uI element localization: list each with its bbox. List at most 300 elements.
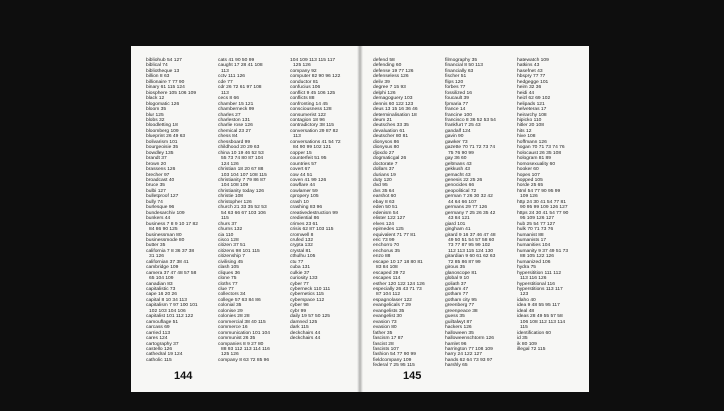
index-entry: harshly 65 xyxy=(445,363,468,369)
index-entry: fossilized 16 xyxy=(445,90,472,96)
index-entry: citizens 98 101 115 xyxy=(218,248,260,254)
index-entry: elves 124 xyxy=(373,221,394,227)
index-entry: chamber 15 121 xyxy=(218,101,254,107)
index-entry: crimes 23 61 xyxy=(290,221,318,227)
left-page-column-3 xyxy=(290,58,342,342)
index-entry: billion 8 63 xyxy=(146,74,170,80)
index-entry: cyberspace 112 xyxy=(290,297,325,303)
left-page-number: 144 xyxy=(174,370,193,382)
index-entry: heizl 62 69 102 xyxy=(517,96,551,102)
index-entry: colonial 35 xyxy=(218,303,242,309)
index-entry: duty 120 xyxy=(373,177,392,183)
index-entry: cctv 111 126 xyxy=(218,74,246,80)
index-entry: germans 29 77 126 xyxy=(445,205,488,211)
index-entry: guiltalwyt 87 xyxy=(445,319,472,325)
index-entry: enchorro 70 xyxy=(373,243,400,249)
index-entry: burlesque 96 xyxy=(146,205,175,211)
index-entry: idaho 40 xyxy=(517,297,536,303)
index-entry: cuba 131 xyxy=(290,265,311,271)
index-entry: especially 26 43 71 73 87 104 112 xyxy=(373,287,422,298)
index-entry: copper 15 xyxy=(290,150,312,156)
index-entry: contagion 18 96 xyxy=(290,117,325,123)
index-entry: hologram 81 89 xyxy=(517,156,551,162)
index-entry: christopher 126 xyxy=(218,199,252,205)
index-entry: deutsches 33 35 xyxy=(373,123,409,129)
index-entry: hatkins 43 xyxy=(517,63,540,69)
index-entry: gekkush 43 xyxy=(445,167,471,173)
index-entry: france 14 xyxy=(445,107,466,113)
index-entry: espagnolaser 122 xyxy=(373,297,412,303)
index-entry: bloomberg 109 xyxy=(146,128,179,134)
index-entry: cowflare 44 xyxy=(290,183,316,189)
index-entry: ctu 77 xyxy=(290,259,304,265)
index-entry: helipads 121 xyxy=(517,101,545,107)
index-entry: genocides 66 xyxy=(445,183,475,189)
index-entry: helveteras 17 xyxy=(517,107,547,113)
index-entry: hopped 105 xyxy=(517,177,543,183)
index-entry: humanists 17 xyxy=(517,237,547,243)
index-entry: forbes 77 xyxy=(445,85,466,91)
index-entry: brandt 37 xyxy=(146,156,167,162)
index-entry: greenpeace 38 xyxy=(445,308,478,314)
index-entry: binary 61 115 124 xyxy=(146,85,185,91)
index-entry: defenseless 126 xyxy=(373,74,409,80)
index-entry: deckchairs 44 xyxy=(290,336,321,342)
index-entry: halloweenschtorm 126 xyxy=(445,336,494,342)
index-entry: brecher 97 xyxy=(146,172,170,178)
index-entry: clue 77 xyxy=(218,287,234,293)
index-entry: collectors 34 xyxy=(218,292,246,298)
index-entry: brassens 126 xyxy=(146,167,176,173)
index-entry: cares 124 xyxy=(146,336,168,342)
index-entry: hooker 60 xyxy=(517,167,539,173)
index-entry: chess 84 xyxy=(218,134,238,140)
index-entry: confucius 106 xyxy=(290,85,321,91)
index-entry: clash 105 xyxy=(218,265,239,271)
index-entry: guess 35 xyxy=(445,314,465,320)
index-entry: geltmans 43 xyxy=(445,161,472,167)
index-entry: earshot 60 xyxy=(373,194,397,200)
index-entry: coven 41 99 126 xyxy=(290,177,327,183)
index-entry: business 7 8 9 10 17 82 84 86 90 125 xyxy=(146,221,198,233)
index-entry: crypta 132 xyxy=(290,243,313,249)
index-entry: capitalistic 73 xyxy=(146,287,176,293)
index-entry: bully 74 xyxy=(146,199,163,205)
index-entry: crediential 86 xyxy=(290,216,320,222)
index-entry: capitalism 7 97 100 101 102 103 104 106 xyxy=(146,303,198,314)
index-entry: cybernetics 115 xyxy=(290,292,324,298)
index-entry: hipicko 110 xyxy=(517,117,542,123)
right-page xyxy=(360,46,589,392)
index-entry: http 24 30 41 54 77 81 90 95 99 109 126 127 xyxy=(517,199,568,211)
index-entry: idea 9 48 55 95 117 xyxy=(517,303,560,309)
index-entry: 104 109 113 115 117 125 126 xyxy=(290,58,336,69)
index-entry: chamberneck 99 xyxy=(218,107,255,113)
index-entry: black 12 xyxy=(146,96,165,102)
index-entry: gawker 73 xyxy=(445,139,468,145)
index-entry: communist 26 35 xyxy=(218,336,256,342)
index-entry: filmography 35 xyxy=(445,58,478,63)
index-entry: chemical 23 27 xyxy=(218,128,251,134)
index-entry: illegal 72 115 xyxy=(517,347,546,353)
right-page-column-3 xyxy=(517,58,569,352)
index-entry: canadian 83 xyxy=(146,281,173,287)
index-entry: dollars 37 xyxy=(373,167,395,173)
index-entry: crisis 62 87 103 115 xyxy=(290,227,334,233)
index-entry: billionaire 7 77 90 xyxy=(146,79,185,85)
index-entry: evangelist 30 xyxy=(373,314,402,320)
index-entry: biblical 74 xyxy=(146,63,168,69)
index-entry: harry 24 122 127 xyxy=(445,352,482,358)
index-entry: countries 57 xyxy=(290,161,317,167)
index-entry: bundesarchiv 109 xyxy=(146,210,185,216)
index-entry: enchorus 35 xyxy=(373,248,400,254)
index-entry: hydra 75 xyxy=(517,265,537,271)
index-entry: devaluation 61 xyxy=(373,128,405,134)
index-entry: camera 37 47 48 57 58 65 104 109 xyxy=(146,270,197,282)
index-entry: bruce 35 xyxy=(146,183,166,189)
index-entry: broadcast 40 xyxy=(146,177,175,183)
index-entry: college 57 63 84 86 xyxy=(218,297,261,303)
index-entry: harrington 77 108 109 xyxy=(445,347,493,353)
index-entry: biosphere 105 106 109 xyxy=(146,90,197,96)
index-entry: brown 20 xyxy=(146,161,167,167)
index-entry: christian 18 20 67 88 103 104 107 108 115 xyxy=(218,167,267,178)
index-entry: contradictory 38 115 xyxy=(290,123,334,129)
index-entry: christianity today 126 xyxy=(218,188,264,194)
index-entry: deutscher 80 81 xyxy=(373,134,409,140)
index-entry: bolivarism 101 xyxy=(146,139,178,145)
right-page-number: 145 xyxy=(403,370,422,382)
index-entry: citizenship 7 xyxy=(218,254,245,260)
left-page-column-1 xyxy=(146,58,198,363)
index-entry: hoffmann 126 xyxy=(517,139,547,145)
index-entry: francisco 8 36 52 53 54 xyxy=(445,117,496,123)
index-entry: genesis 22 25 26 xyxy=(445,177,483,183)
index-entry: cthulhu 105 xyxy=(290,254,316,260)
index-entry: crystal 81 xyxy=(290,248,311,254)
index-entry: creativedestruction 99 xyxy=(290,210,338,216)
index-entry: delphi 126 xyxy=(373,90,396,96)
index-entry: geopolitical 72 xyxy=(445,188,477,194)
index-entry: gandalf 124 xyxy=(445,128,471,134)
index-entry: damned 125 xyxy=(290,319,318,325)
index-entry: father 35 xyxy=(373,330,393,336)
index-entry: dennis 60 122 123 xyxy=(373,101,414,107)
index-entry: ik 80 109 xyxy=(517,341,537,347)
index-entry: cecs 8 66 xyxy=(218,96,239,102)
index-entry: hogan 70 71 73 74 76 xyxy=(517,145,565,151)
index-entry: civilising 45 xyxy=(218,259,244,265)
index-entry: girard 9 16 37 46 47 48 49 50 51 54 57 58 60 73 77 87 95 99 102 112 113 115 124 130 xyxy=(445,232,496,254)
index-entry: cyber 77 xyxy=(290,281,309,287)
index-entry: conductor 81 xyxy=(290,79,319,85)
index-entry: homosexuality 60 xyxy=(517,161,556,167)
index-entry: eden 50 51 xyxy=(373,205,398,211)
index-entry: financial 8 50 113 xyxy=(445,63,483,69)
index-entry: fascism 17 87 xyxy=(373,336,404,342)
index-entry: esther 120 122 124 126 xyxy=(373,281,425,287)
index-entry: degree 7 15 93 xyxy=(373,85,406,91)
index-entry: businessman 80 xyxy=(146,232,182,238)
index-entry: financially 63 xyxy=(445,68,474,74)
index-entry: hackers 126 xyxy=(445,325,472,331)
index-entry: ideas 28 49 55 57 58 106 108 112 113 114 115 xyxy=(517,314,566,331)
index-entry: cape 16 20 26 xyxy=(146,292,178,298)
index-entry: cybr 99 xyxy=(290,308,307,314)
index-entry: hands 62 64 73 93 97 xyxy=(445,357,493,363)
index-entry: gingham 41 xyxy=(445,227,471,233)
index-entry: charles 27 xyxy=(218,112,241,118)
index-entry: defense 19 77 126 xyxy=(373,68,414,74)
index-entry: hulk 70 71 73 76 xyxy=(517,227,554,233)
index-entry: bibliohub 54 127 xyxy=(146,58,182,63)
right-page-column-1 xyxy=(373,58,425,369)
index-entry: fischer 51 xyxy=(445,74,467,80)
index-entry: conflict 9 45 106 125 xyxy=(290,90,336,96)
index-entry: commerce 16 xyxy=(218,325,248,331)
index-entry: fieldcompany 109 xyxy=(373,357,412,363)
index-entry: consumerist 122 xyxy=(290,112,326,118)
index-entry: butter 35 xyxy=(146,243,166,249)
index-entry: conversations 41 54 72 84 90 99 102 121 xyxy=(290,139,341,151)
index-entry: evangelicals 7 29 xyxy=(373,303,411,309)
index-entry: church 21 33 35 52 53 54 63 66 67 103 106 115 xyxy=(218,205,267,222)
index-entry: epimedes 125 xyxy=(373,227,404,233)
index-entry: cathedral 19 124 xyxy=(146,352,183,358)
index-entry: defend 58 xyxy=(373,58,395,63)
index-entry: fascist 28 xyxy=(373,341,394,347)
index-entry: clone 75 xyxy=(218,276,237,282)
index-entry: heirarchy 108 xyxy=(517,112,547,118)
index-entry: crufed 132 xyxy=(290,237,314,243)
index-entry: daily 19 57 50 125 xyxy=(290,314,330,320)
index-entry: escapes 114 xyxy=(373,276,401,282)
index-entry: cia 110 xyxy=(218,232,234,238)
index-entry: hamlet 96 xyxy=(445,341,467,347)
index-entry: gay 36 60 xyxy=(445,156,467,162)
index-entry: bloodletting 18 xyxy=(146,123,178,129)
index-entry: dvs 35 64 xyxy=(373,188,395,194)
index-entry: hyperstitional 116 xyxy=(517,281,555,287)
index-entry: carried 113 xyxy=(146,330,171,336)
index-entry: businessmode 80 xyxy=(146,237,185,243)
index-entry: fashion 54 77 90 99 xyxy=(373,352,416,358)
index-entry: capitalist 101 112 122 xyxy=(146,314,194,320)
index-entry: dvd 95 xyxy=(373,183,388,189)
index-entry: gotham 77 xyxy=(445,292,469,298)
index-entry: christie 108 xyxy=(218,194,244,200)
index-entry: humanized 106 xyxy=(517,259,551,265)
index-entry: hopes 107 xyxy=(517,172,540,178)
index-entry: cdr 26 72 61 97 108 113 xyxy=(218,85,262,96)
index-entry: chessboard 99 xyxy=(218,139,251,145)
index-entry: cisco 128 xyxy=(218,237,239,243)
index-entry: carcass 69 xyxy=(146,325,170,331)
index-entry: dark 115 xyxy=(290,325,309,331)
index-entry: edenism 54 xyxy=(373,210,399,216)
index-entry: foucault 39 xyxy=(445,96,469,102)
index-entry: consciousness 128 xyxy=(290,107,332,113)
index-entry: https 24 30 41 54 77 90 95 109 126 127 xyxy=(517,210,569,222)
index-entry: federal 7 25 95 115 xyxy=(373,363,415,369)
index-entry: identification 60 xyxy=(517,330,551,336)
index-entry: bowdley 135 xyxy=(146,150,174,156)
index-entry: frankfurt 7 25 43 xyxy=(445,123,481,129)
index-entry: bibliotheque 13 xyxy=(146,68,180,74)
index-entry: deckchairs 44 xyxy=(290,330,321,336)
index-entry: horde 25 65 xyxy=(517,183,544,189)
index-entry: blobs 32 xyxy=(146,117,165,123)
index-entry: goliath 37 xyxy=(445,281,467,287)
index-entry: catholic 115 xyxy=(146,357,172,363)
index-entry: defending 60 xyxy=(373,63,402,69)
index-entry: hub 25 54 77 127 xyxy=(517,221,556,227)
index-entry: germany 7 25 26 35 42 43 84 121 xyxy=(445,210,496,222)
index-entry: bunkers 44 xyxy=(146,216,171,222)
index-entry: confronting 14 45 xyxy=(290,101,328,107)
index-entry: hbspry 77 77 xyxy=(517,74,546,80)
index-entry: camouflage 51 xyxy=(146,319,179,325)
index-entry: christianity 7 79 86 87 104 108 109 xyxy=(218,177,266,189)
index-entry: cats 41 90 50 99 xyxy=(218,58,255,63)
index-entry: communication 101 104 xyxy=(218,330,270,336)
index-entry: hatewatch 109 xyxy=(517,58,549,63)
index-entry: companies 8 9 27 80 88 93 112 113 114 116 125 126 xyxy=(218,341,270,358)
index-entry: fascists 107 xyxy=(373,347,399,353)
index-entry: cartography 37 xyxy=(146,341,179,347)
index-entry: bulletproof 127 xyxy=(146,194,179,200)
index-entry: gotham 47 xyxy=(445,287,469,293)
index-entry: childhood 20 29 63 xyxy=(218,145,260,151)
index-entry: cowlamer 59 xyxy=(290,188,318,194)
index-entry: cloths 77 xyxy=(218,281,238,287)
index-entry: covert 67 xyxy=(290,167,311,173)
index-entry: humanities 104 xyxy=(517,243,551,249)
index-entry: giard 101 xyxy=(445,221,466,227)
index-entry: company 92 xyxy=(290,68,317,74)
index-entry: colonies 28 28 xyxy=(218,314,250,320)
index-entry: hasefnet 43 xyxy=(517,68,543,74)
index-entry: company 8 63 72 85 96 xyxy=(218,357,270,363)
index-entry: blur 125 xyxy=(146,112,164,118)
index-entry: hitler 20 108 xyxy=(517,123,544,129)
index-entry: churns 132 xyxy=(218,227,243,233)
index-entry: global 9 10 xyxy=(445,276,469,282)
index-entry: djoxdo 27 xyxy=(373,150,395,156)
index-entry: bourgeoisie 35 xyxy=(146,145,179,151)
index-entry: hypersitition 111 112 113 116 126 xyxy=(517,270,562,282)
index-entry: china 10 19 46 52 53 55 73 74 80 87 104 124 126 xyxy=(218,150,264,167)
index-entry: durians 19 xyxy=(373,172,396,178)
index-entry: cyberneck 110 111 xyxy=(290,287,331,293)
index-entry: doctorate 7 xyxy=(373,161,398,167)
index-entry: fpmaria 77 xyxy=(445,101,469,107)
index-entry: capital 8 10 34 113 xyxy=(146,297,187,303)
index-entry: enzo 88 xyxy=(373,254,391,260)
index-entry: humanist 88 xyxy=(517,232,544,238)
index-entry: citizen 37 51 xyxy=(218,243,246,249)
index-entry: ebay 8 63 xyxy=(373,199,395,205)
index-entry: german 7 26 30 32 42 44 64 66 107 xyxy=(445,194,493,205)
index-entry: id 35 xyxy=(517,336,528,342)
index-entry: glanoscope 81 xyxy=(445,270,477,276)
index-entry: deliv 39 xyxy=(373,79,390,85)
index-entry: blueprint 26 49 63 xyxy=(146,134,186,140)
index-entry: crashing 83 96 xyxy=(290,205,323,211)
index-entry: gavin 90 xyxy=(445,134,464,140)
index-entry: california 7 8 36 37 38 31 126 xyxy=(146,248,195,260)
index-entry: cow 44 51 xyxy=(290,172,313,178)
index-entry: bulbi 127 xyxy=(146,188,166,194)
right-page-column-2 xyxy=(445,58,497,369)
index-entry: heidi 44 xyxy=(517,90,535,96)
index-entry: computer 82 90 96 122 xyxy=(290,74,341,80)
index-entry: deus 13 15 16 36 46 xyxy=(373,107,418,113)
index-entry: hive 108 xyxy=(517,134,536,140)
index-entry: castello 126 xyxy=(146,347,173,353)
index-entry: holocaust 26 35 108 xyxy=(517,150,562,156)
index-entry: blogomatic 126 xyxy=(146,101,180,107)
index-entry: determinalisation 18 xyxy=(373,112,417,118)
index-entry: curiosity 133 xyxy=(290,276,318,282)
index-entry: charlie rose 126 xyxy=(218,123,253,129)
index-entry: churs 37 xyxy=(218,221,237,227)
index-entry: hits 12 xyxy=(517,128,532,134)
index-entry: evasion 73 xyxy=(373,319,397,325)
index-entry: commercial 38 40 115 xyxy=(218,319,266,325)
book-spine-shadow xyxy=(357,46,363,392)
left-page-column-2 xyxy=(218,58,270,363)
index-entry: gazette 70 71 72 73 74 75 76 90 99 xyxy=(445,145,496,156)
index-entry: cliques 36 xyxy=(218,270,241,276)
index-entry: bloom 35 xyxy=(146,107,167,113)
index-entry: gemacht 43 xyxy=(445,172,471,178)
index-entry: dionysos 86 xyxy=(373,139,400,145)
index-entry: eric 73 99 xyxy=(373,237,395,243)
left-page xyxy=(131,46,360,392)
index-entry: counterfeit 51 95 xyxy=(290,156,327,162)
index-entry: escaped 39 72 xyxy=(373,270,406,276)
index-entry: cromwell 8 xyxy=(290,232,314,238)
index-entry: heim 32 36 xyxy=(517,85,542,91)
index-entry: colonise 29 xyxy=(218,308,243,314)
index-entry: dionysus 80 xyxy=(373,145,400,151)
open-book xyxy=(131,46,589,392)
index-entry: evangelists 35 xyxy=(373,308,405,314)
index-entry: equivalent 71 77 81 xyxy=(373,232,416,238)
index-entry: dogmaticgal 26 xyxy=(373,156,407,162)
index-entry: elister 122 127 xyxy=(373,216,406,222)
index-entry: greenberg 77 xyxy=(445,303,475,309)
index-entry: girardian 9 60 61 62 63 72 85 86 87 99 xyxy=(445,254,496,265)
index-entry: hyperstitions 113 117 123 xyxy=(517,287,563,298)
index-entry: cambridge 109 xyxy=(146,265,179,271)
index-entry: francine 100 xyxy=(445,112,472,118)
index-entry: halloween 35 xyxy=(445,330,474,336)
index-entry: conflicts 88 xyxy=(290,96,315,102)
index-entry: cde 77 xyxy=(218,79,233,85)
index-entry: deum 21 xyxy=(373,117,393,123)
index-entry: girous 35 xyxy=(445,265,466,271)
index-entry: hedgegge 101 xyxy=(517,79,549,85)
index-entry: demagoguery 103 xyxy=(373,96,413,102)
index-entry: ideal 48 xyxy=(517,308,535,314)
index-entry: html 54 77 90 95 99 109 126 xyxy=(517,188,561,200)
index-entry: caught 17 28 41 108 113 xyxy=(218,63,263,74)
index-entry: conversation 29 87 82 113 xyxy=(290,128,339,140)
index-entry: cyber 96 xyxy=(290,303,309,309)
